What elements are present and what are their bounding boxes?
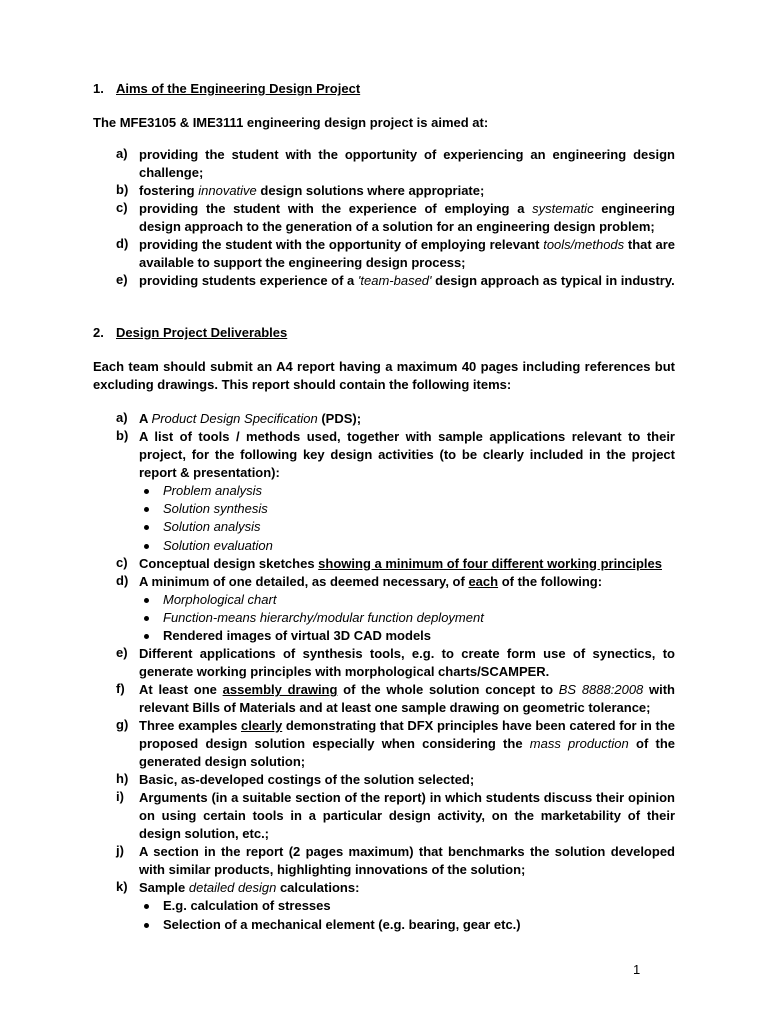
aim-d-emphasis: tools/methods xyxy=(543,237,625,252)
deliverable-d-underline: each xyxy=(468,573,499,589)
section-1-title: Aims of the Engineering Design Project xyxy=(116,81,361,96)
bullet-icon xyxy=(144,598,149,603)
deliverable-f-text-mid: of the whole solution concept to xyxy=(337,682,559,698)
deliverable-h-text: Basic, as-developed costings of the solution selected; xyxy=(139,772,475,788)
bullet-icon xyxy=(144,544,149,549)
deliverable-c-underline: showing a minimum of four xyxy=(318,555,492,571)
item-marker: e) xyxy=(116,645,128,661)
item-marker: h) xyxy=(116,771,129,787)
aim-c-emphasis: systematic xyxy=(532,201,594,216)
bullet-icon xyxy=(144,634,149,639)
deliverable-k-text: Sample xyxy=(139,880,189,896)
bullet-text: Function-means hierarchy/modular function deployment xyxy=(163,609,484,625)
item-marker: g) xyxy=(116,717,129,733)
bullet-item xyxy=(0,897,768,915)
item-marker: b) xyxy=(116,182,129,197)
aim-e-text: providing students experience of a xyxy=(139,273,358,288)
deliverable-item-c xyxy=(0,555,768,573)
deliverables-list xyxy=(0,410,768,934)
aim-b-text-end: design solutions where appropriate; xyxy=(256,183,485,198)
bullet-icon xyxy=(144,923,149,928)
bullet-icon xyxy=(144,507,149,512)
section-1-number: 1. xyxy=(93,81,104,96)
item-marker: e) xyxy=(116,272,128,287)
aim-item-b xyxy=(0,182,768,200)
aim-c-text: providing the student with the experience of employing a xyxy=(139,201,533,216)
section-1-heading xyxy=(93,80,360,98)
item-marker: j) xyxy=(116,843,124,859)
bullet-icon xyxy=(144,904,149,909)
deliverable-item-a xyxy=(0,410,768,428)
bullet-text: Solution analysis xyxy=(163,519,261,535)
bullet-text: Solution synthesis xyxy=(163,501,268,517)
deliverable-i-text: Arguments (in a suitable section of the report) in which students discuss their opinion on using certain tools in a particular design activity, on the marketability of their design solution, etc.; xyxy=(139,790,675,842)
aim-b-text: fostering xyxy=(139,183,199,198)
bullet-item xyxy=(0,518,768,536)
bullet-item xyxy=(0,609,768,627)
aims-list xyxy=(0,146,768,290)
deliverable-item-g xyxy=(0,717,768,771)
section-1-intro: The MFE3105 & IME3111 engineering design project is aimed at: xyxy=(93,115,489,130)
aim-item-e xyxy=(0,272,768,290)
deliverable-a-text: A xyxy=(139,411,152,426)
deliverable-b-text: A list of tools / methods used, together with sample applications relevant to their project, for the following key design activities (to be clearly included in the project report & presentation): xyxy=(139,429,675,480)
item-marker: b) xyxy=(116,428,129,443)
deliverable-item-f xyxy=(0,681,768,717)
deliverable-f-emphasis: BS 8888:2008 xyxy=(558,682,644,698)
item-marker: c) xyxy=(116,200,128,215)
deliverable-j-text: A section in the report (2 pages maximum) that benchmarks the solution developed with similar products, highlighting innovations of the solution; xyxy=(139,844,675,878)
deliverable-f-underline: assembly drawing xyxy=(222,682,338,698)
aim-a-text: providing the student with the opportunity of experiencing an engineering design challenge; xyxy=(139,147,675,180)
bullet-text: Rendered images of virtual 3D CAD models xyxy=(163,628,432,644)
item-marker: d) xyxy=(116,236,129,251)
aim-e-text-end: design approach as typical in industry. xyxy=(431,273,675,288)
bullet-item xyxy=(0,916,768,934)
deliverable-k-text-end: calculations: xyxy=(276,880,360,896)
deliverable-g-underline: clearly xyxy=(241,718,283,734)
design-activities-list xyxy=(0,482,768,555)
bullet-icon xyxy=(144,616,149,621)
deliverable-item-k xyxy=(0,879,768,933)
bullet-item xyxy=(0,537,768,555)
bullet-item xyxy=(0,482,768,500)
aim-c-text-end: engineering design approach to the generation of a solution for an engineering design problem; xyxy=(139,201,675,234)
deliverable-g-text-mid: demonstrating that DFX principles have been catered for in the proposed design solution especially when considering the xyxy=(139,718,675,752)
aim-item-d xyxy=(0,236,768,272)
deliverable-c-underline-strong: different xyxy=(491,555,544,571)
item-marker: f) xyxy=(116,681,125,697)
deliverable-g-emphasis: mass production xyxy=(529,736,629,752)
aim-d-text: providing the student with the opportunity of employing relevant xyxy=(139,237,544,252)
bullet-icon xyxy=(144,489,149,494)
aim-d-text-end: that are available to support the engineering design process; xyxy=(139,237,675,270)
item-marker: i) xyxy=(116,789,124,805)
deliverable-e-text: Different applications of synthesis tools, e.g. to create form use of synectics, to generate working principles with morphological charts/SCAMPER. xyxy=(139,646,675,680)
aim-e-emphasis: 'team-based' xyxy=(357,273,432,288)
section-2-title: Design Project Deliverables xyxy=(116,325,288,340)
deliverable-item-j xyxy=(0,843,768,879)
deliverable-k-emphasis: detailed design xyxy=(188,880,277,896)
bullet-item xyxy=(0,591,768,609)
aim-b-emphasis: innovative xyxy=(198,183,257,198)
deliverable-item-e xyxy=(0,645,768,681)
item-marker: d) xyxy=(116,572,129,588)
calculations-list xyxy=(0,897,768,933)
deliverable-c-underline-end: working principles xyxy=(543,555,662,571)
bullet-text: Solution evaluation xyxy=(163,537,273,553)
aim-item-c xyxy=(0,200,768,236)
deliverable-f-text-end: with relevant Bills of Materials and at least one sample drawing on geometric tolerance; xyxy=(139,682,675,716)
deliverable-item-d xyxy=(0,573,768,646)
bullet-text: Morphological chart xyxy=(163,591,277,607)
bullet-text: Selection of a mechanical element (e.g. bearing, gear etc.) xyxy=(163,916,521,932)
deliverable-a-emphasis: Product Design Specification xyxy=(151,411,318,426)
bullet-item xyxy=(0,500,768,518)
item-marker: a) xyxy=(116,146,128,161)
detailed-outputs-list xyxy=(0,591,768,646)
item-marker: k) xyxy=(116,879,128,895)
section-2-number: 2. xyxy=(93,325,104,340)
section-2-heading xyxy=(93,324,287,342)
bullet-item xyxy=(0,627,768,645)
deliverable-item-h xyxy=(0,771,768,789)
aim-item-a xyxy=(0,146,768,182)
deliverable-c-text: Conceptual design sketches xyxy=(139,555,319,571)
deliverable-item-i xyxy=(0,789,768,843)
item-marker: a) xyxy=(116,410,128,425)
page-number: 1 xyxy=(633,962,641,977)
deliverable-g-text-end: of the generated design solution; xyxy=(139,736,675,770)
deliverable-d-text-end: of the following: xyxy=(498,573,603,589)
deliverable-item-b xyxy=(0,428,768,555)
section-2-intro: Each team should submit an A4 report having a maximum 40 pages including references but excluding drawings. This report should contain the following items: xyxy=(93,359,675,392)
item-marker: c) xyxy=(116,554,128,570)
bullet-text: Problem analysis xyxy=(163,483,262,498)
bullet-text: E.g. calculation of stresses xyxy=(163,898,331,914)
deliverable-g-text: Three examples xyxy=(139,718,241,734)
bullet-icon xyxy=(144,525,149,530)
deliverable-a-text-end: (PDS); xyxy=(317,411,362,426)
deliverable-d-text: A minimum of one detailed, as deemed necessary, of xyxy=(139,573,469,589)
deliverable-f-text: At least one xyxy=(139,682,223,698)
